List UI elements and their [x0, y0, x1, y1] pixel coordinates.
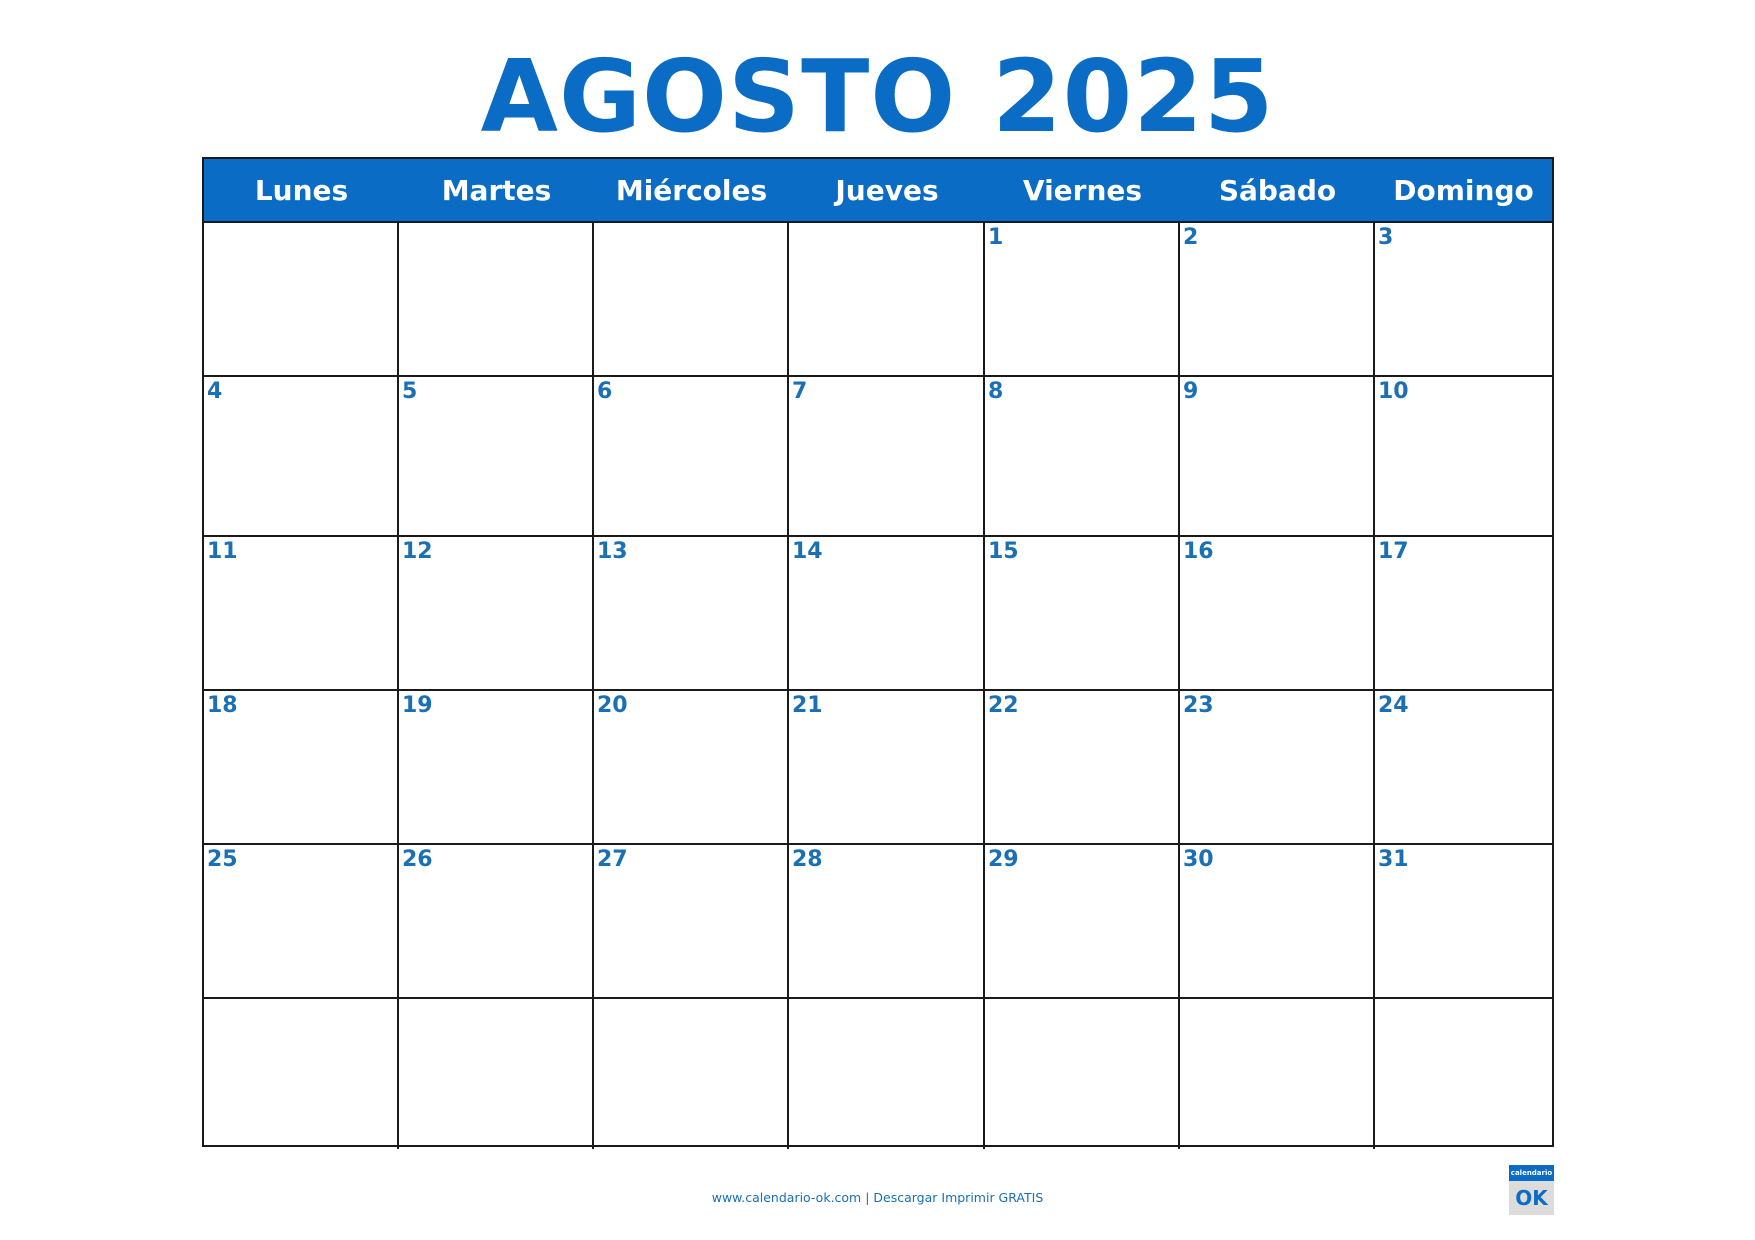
day-number: 2: [1183, 225, 1199, 250]
day-cell: [204, 223, 399, 377]
calendario-ok-logo: [1509, 1165, 1554, 1215]
day-number: 4: [207, 379, 223, 404]
day-cell: [1180, 845, 1375, 999]
day-number: 7: [792, 379, 808, 404]
day-cell: [1375, 691, 1552, 845]
day-number: 22: [988, 693, 1019, 718]
day-number: 1: [988, 225, 1004, 250]
day-number: 21: [792, 693, 823, 718]
logo-top-text: calendario: [1509, 1165, 1554, 1181]
day-cell: [1375, 223, 1552, 377]
day-cell: [204, 691, 399, 845]
day-number: 25: [207, 847, 238, 872]
day-cell: [985, 223, 1180, 377]
day-cell: [985, 845, 1180, 999]
day-number: 3: [1378, 225, 1394, 250]
day-cell: [1375, 999, 1552, 1149]
weekday-header: Miércoles: [594, 159, 789, 223]
day-number: 24: [1378, 693, 1409, 718]
day-cell: [1180, 377, 1375, 537]
day-number: 27: [597, 847, 628, 872]
day-cell: [399, 223, 594, 377]
day-cell: [1180, 223, 1375, 377]
weekday-header: Martes: [399, 159, 594, 223]
day-cell: [985, 999, 1180, 1149]
day-number: 26: [402, 847, 433, 872]
day-cell: [399, 845, 594, 999]
day-cell: [1180, 537, 1375, 691]
day-number: 28: [792, 847, 823, 872]
day-cell: [789, 691, 985, 845]
day-number: 5: [402, 379, 418, 404]
day-number: 13: [597, 539, 628, 564]
day-number: 18: [207, 693, 238, 718]
day-cell: [399, 537, 594, 691]
weekday-header: Domingo: [1375, 159, 1552, 223]
day-number: 31: [1378, 847, 1409, 872]
logo-bottom-text: OK: [1515, 1186, 1548, 1210]
day-number: 29: [988, 847, 1019, 872]
day-number: 20: [597, 693, 628, 718]
day-cell: [789, 537, 985, 691]
day-cell: [204, 999, 399, 1149]
day-cell: [1375, 537, 1552, 691]
day-cell: [789, 223, 985, 377]
day-number: 15: [988, 539, 1019, 564]
day-cell: [1180, 691, 1375, 845]
weekday-header: Sábado: [1180, 159, 1375, 223]
day-number: 19: [402, 693, 433, 718]
day-number: 8: [988, 379, 1004, 404]
day-cell: [594, 377, 789, 537]
day-cell: [594, 999, 789, 1149]
day-number: 16: [1183, 539, 1214, 564]
weekday-header: Lunes: [204, 159, 399, 223]
day-number: 11: [207, 539, 238, 564]
day-cell: [399, 691, 594, 845]
day-number: 6: [597, 379, 613, 404]
calendar-grid: [202, 157, 1554, 1147]
day-cell: [985, 691, 1180, 845]
day-cell: [204, 845, 399, 999]
day-cell: [594, 845, 789, 999]
day-cell: [399, 377, 594, 537]
weekday-header: Jueves: [789, 159, 985, 223]
calendar-title: AGOSTO 2025: [480, 38, 1275, 155]
weekday-header: Viernes: [985, 159, 1180, 223]
day-cell: [594, 223, 789, 377]
footer-text: www.calendario-ok.com | Descargar Imprimir GRATIS: [711, 1190, 1044, 1205]
day-cell: [789, 377, 985, 537]
day-number: 10: [1378, 379, 1409, 404]
day-cell: [789, 845, 985, 999]
day-number: 9: [1183, 379, 1199, 404]
day-cell: [594, 537, 789, 691]
day-cell: [985, 377, 1180, 537]
day-number: 14: [792, 539, 823, 564]
day-cell: [594, 691, 789, 845]
day-cell: [789, 999, 985, 1149]
day-cell: [985, 537, 1180, 691]
day-cell: [204, 537, 399, 691]
day-number: 12: [402, 539, 433, 564]
day-cell: [1180, 999, 1375, 1149]
day-cell: [1375, 845, 1552, 999]
day-cell: [399, 999, 594, 1149]
day-cell: [1375, 377, 1552, 537]
day-number: 23: [1183, 693, 1214, 718]
day-number: 17: [1378, 539, 1409, 564]
day-number: 30: [1183, 847, 1214, 872]
day-cell: [204, 377, 399, 537]
